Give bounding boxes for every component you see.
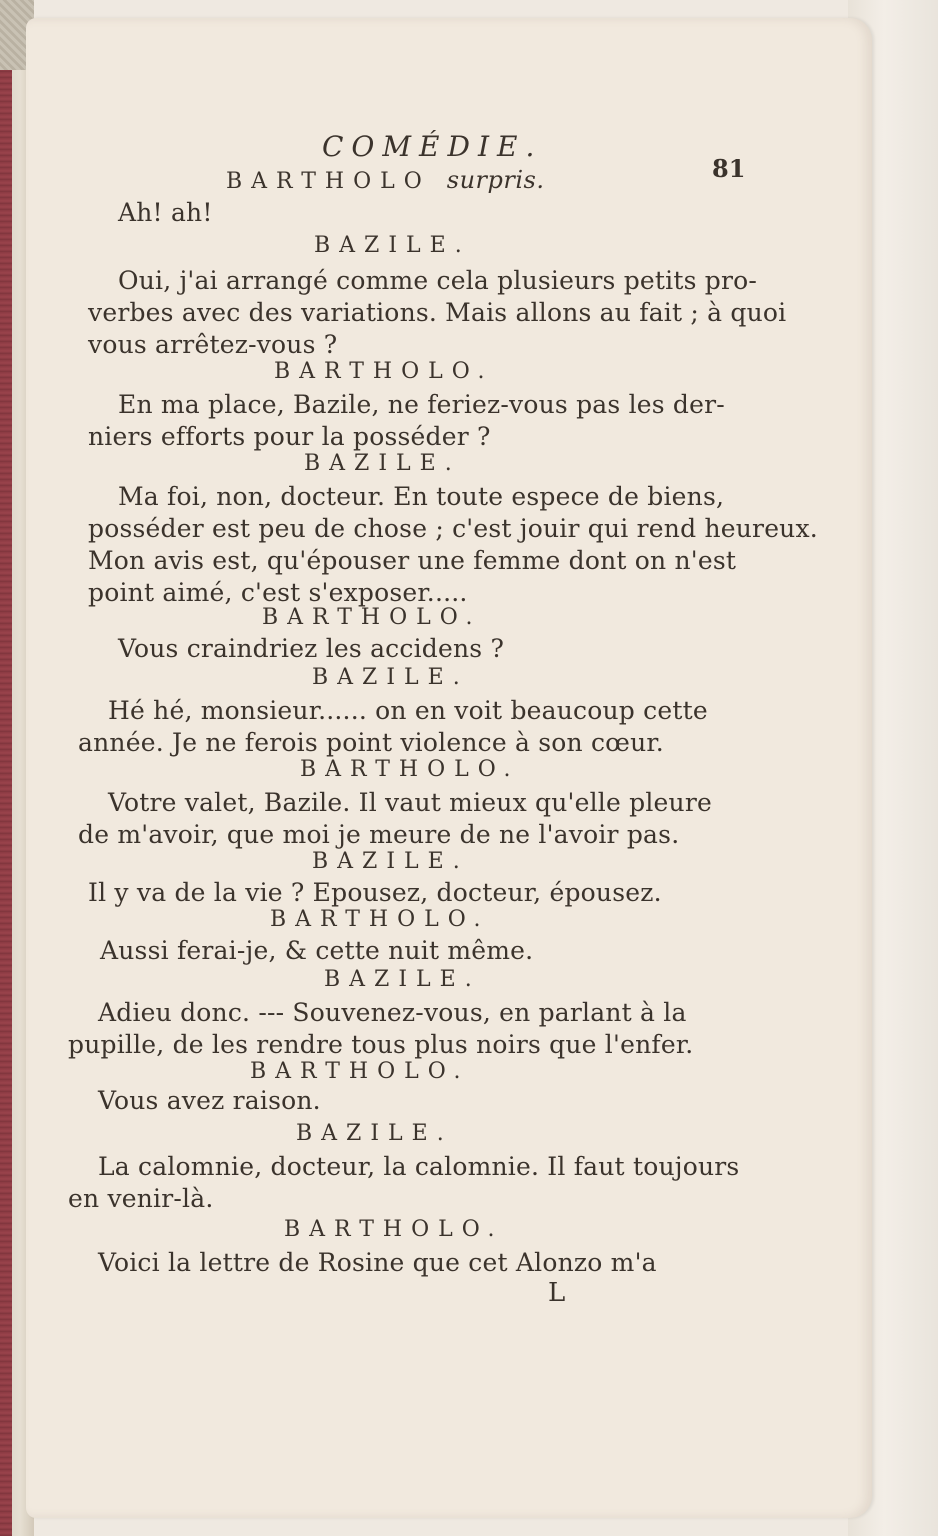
speaker-heading <box>226 166 544 196</box>
text-line: Adieu donc. --- Souvenez-vous, en parlant à la <box>98 998 687 1027</box>
text-line: verbes avec des variations. Mais allons au fait ; à quoi <box>88 298 787 327</box>
speaker-heading: BAZILE. <box>296 1121 453 1146</box>
running-head: COMÉDIE. <box>322 130 543 163</box>
text-line: Mon avis est, qu'épouser une femme dont on n'est <box>88 546 737 575</box>
text-line: La calomnie, docteur, la calomnie. Il faut toujours <box>98 1152 740 1181</box>
text-line: Oui, j'ai arrangé comme cela plusieurs petits pro- <box>118 266 758 295</box>
text-line: point aimé, c'est s'exposer..... <box>88 578 468 607</box>
book-binding <box>0 0 12 1536</box>
speaker-heading: BAZILE. <box>304 451 461 476</box>
speaker-heading: BARTHOLO. <box>270 907 490 932</box>
text-line: pupille, de les rendre tous plus noirs que l'enfer. <box>68 1030 694 1059</box>
text-line: Hé hé, monsieur...... on en voit beaucoup cette <box>108 696 708 725</box>
signature-mark: L <box>548 1278 566 1308</box>
speaker-heading: BARTHOLO. <box>300 757 520 782</box>
page-number: 81 <box>712 154 746 183</box>
speaker-heading: BAZILE. <box>312 849 469 874</box>
text-line: Ma foi, non, docteur. En toute espece de biens, <box>118 482 725 511</box>
text-line: année. Je ne ferois point violence à son cœur. <box>78 728 664 757</box>
speaker-heading: BAZILE. <box>324 967 481 992</box>
speaker-heading: BAZILE. <box>314 233 471 258</box>
speaker-heading: BAZILE. <box>312 665 469 690</box>
text-line: en venir-là. <box>68 1184 214 1213</box>
text-line: niers efforts pour la posséder ? <box>88 422 491 451</box>
speaker-heading: BARTHOLO. <box>262 605 482 630</box>
speaker-heading: BARTHOLO. <box>274 359 494 384</box>
text-line: vous arrêtez-vous ? <box>88 330 338 359</box>
text-line: Aussi ferai-je, & cette nuit même. <box>100 936 534 965</box>
book-page <box>26 18 872 1518</box>
speaker-heading: BARTHOLO. <box>250 1059 470 1084</box>
text-line: Vous avez raison. <box>98 1086 321 1115</box>
text-line: Il y va de la vie ? Epousez, docteur, épousez. <box>88 878 662 907</box>
speaker-heading: BARTHOLO. <box>284 1217 504 1242</box>
text-line: Votre valet, Bazile. Il vaut mieux qu'elle pleure <box>108 788 712 817</box>
speaker-name: BARTHOLO <box>226 169 431 194</box>
text-line: En ma place, Bazile, ne feriez-vous pas les der- <box>118 390 725 419</box>
text-line: Vous craindriez les accidens ? <box>118 634 505 663</box>
stage-direction: surpris. <box>446 166 545 194</box>
text-line: Ah! ah! <box>118 198 213 227</box>
text-line: Voici la lettre de Rosine que cet Alonzo m'a <box>98 1248 657 1277</box>
text-line: posséder est peu de chose ; c'est jouir qui rend heureux. <box>88 514 818 543</box>
text-line: de m'avoir, que moi je meure de ne l'avoir pas. <box>78 820 680 849</box>
